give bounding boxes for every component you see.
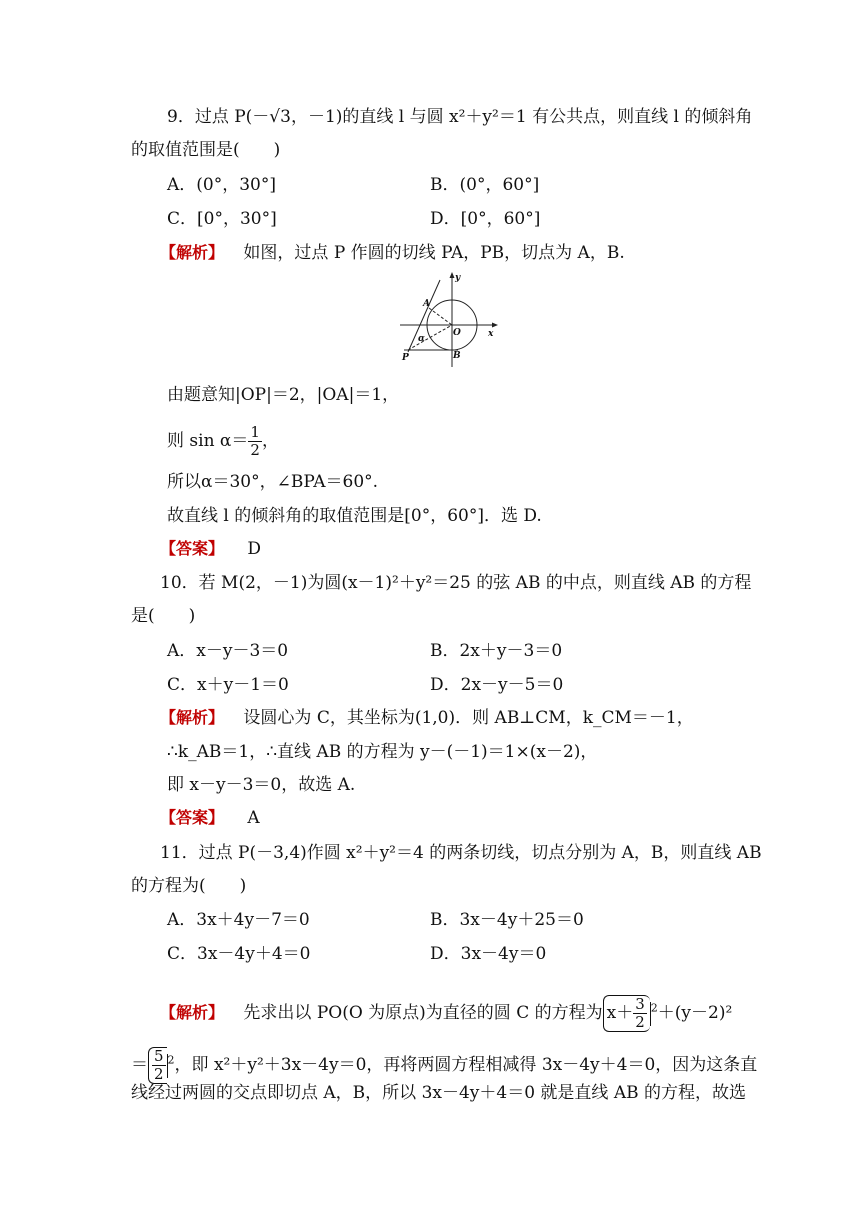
q9-solution-line3: 所以α＝30°，∠BPA＝60°.: [167, 472, 379, 492]
label-alpha: α: [418, 334, 425, 344]
bracket-expr-x: x＋: [606, 1003, 634, 1023]
fraction-numerator: 5: [154, 1047, 164, 1065]
q9-analysis-text: 如图，过点 P 作圆的切线 PA，PB，切点为 A，B.: [243, 243, 625, 263]
q10-stem-line1: 10．若 M(2，－1)为圆(x－1)²＋y²＝25 的弦 AB 的中点，则直线 AB 的方程: [160, 573, 752, 593]
q9-answer-value: D: [247, 539, 262, 559]
q10-answer: [160, 807, 260, 829]
label-b: B: [453, 351, 461, 361]
answer-tag: 【答案】: [160, 539, 225, 558]
x-arrow: [492, 323, 498, 328]
q11-analysis-post: ＋(y－2)²: [657, 1003, 733, 1023]
fraction-denominator: 2: [635, 1013, 645, 1031]
fraction-three-halves: [633, 996, 647, 1031]
q11-option-b: B．3x－4y＋25＝0: [430, 910, 584, 930]
q9-solution-line2: [167, 424, 279, 459]
fraction-numerator: 3: [635, 995, 645, 1013]
bracket-left: [603, 995, 650, 1032]
q11-analysis-line2: [131, 1047, 757, 1084]
square-exponent: 2: [650, 1001, 658, 1015]
analysis-tag: 【解析】: [160, 1003, 225, 1022]
q10-option-a: A．x－y－3＝0: [167, 641, 289, 661]
q11-stem-line1: 11．过点 P(－3,4)作圆 x²＋y²＝4 的两条切线，切点分别为 A，B，则直线 AB: [160, 843, 762, 863]
fraction-denominator: 2: [154, 1065, 164, 1083]
label-x: x: [488, 329, 494, 339]
q11-analysis-pre: 先求出以 PO(O 为原点)为直径的圆 C 的方程为: [243, 1003, 603, 1023]
analysis-tag: 【解析】: [160, 243, 225, 262]
q10-option-c: C．x＋y－1＝0: [167, 675, 289, 695]
q9-solution-line2-post: ，: [261, 431, 279, 451]
q10-answer-value: A: [247, 808, 260, 828]
fraction-one-half: [248, 424, 262, 459]
fraction-numerator: 1: [250, 423, 260, 441]
q11-option-a: A．3x＋4y－7＝0: [167, 910, 310, 930]
label-y: y: [455, 273, 461, 283]
q9-solution-line1: 由题意知|OP|＝2，|OA|＝1，: [167, 385, 400, 405]
y-arrow: [450, 272, 455, 278]
q11-stem-line2: 的方程为( ): [131, 876, 247, 896]
bracket-five-halves: [148, 1047, 167, 1084]
q11-analysis-line1: [160, 995, 732, 1032]
label-a: A: [423, 299, 430, 309]
q10-solution-line2: ∴k_AB＝1，∴直线 AB 的方程为 y－(－1)＝1×(x－2)，: [167, 742, 598, 762]
q10-analysis-text: 设圆心为 C，其坐标为(1,0)．则 AB⊥CM，k_CM＝－1，: [243, 708, 694, 728]
q9-solution-line2-pre: 则 sin α＝: [167, 431, 249, 451]
square-exponent: 2: [167, 1053, 175, 1067]
q11-line2-post: ，即 x²＋y²＋3x－4y＝0，再将两圆方程相减得 3x－4y＋4＝0，因为这条直: [174, 1055, 758, 1075]
label-o: O: [453, 328, 461, 338]
segment-oa: [429, 308, 452, 325]
q11-analysis-line3: 线经过两圆的交点即切点 A，B，所以 3x－4y＋4＝0 就是直线 AB 的方程，故选: [131, 1083, 747, 1103]
q10-option-d: D．2x－y－5＝0: [430, 675, 564, 695]
fraction-denominator: 2: [250, 441, 260, 459]
q11-line2-pre: ＝: [131, 1055, 148, 1075]
q9-stem-line2: 的取值范围是( ): [131, 140, 281, 160]
q10-option-b: B．2x＋y－3＝0: [430, 641, 563, 661]
q11-option-c: C．3x－4y＋4＝0: [167, 944, 311, 964]
q9-solution-line4: 故直线 l 的倾斜角的取值范围是[0°，60°]．选 D.: [167, 506, 542, 526]
q10-solution-line3: 即 x－y－3＝0，故选 A.: [167, 775, 356, 795]
q9-stem-line1: 9．过点 P(－√3，－1)的直线 l 与圆 x²＋y²＝1 有公共点，则直线 l 的倾斜角: [167, 107, 753, 127]
q9-option-b: B．(0°，60°]: [430, 175, 540, 195]
fraction-five-halves: [152, 1048, 166, 1083]
q9-answer: [160, 538, 261, 560]
q9-option-a: A．(0°，30°]: [167, 175, 276, 195]
q9-option-c: C．[0°，30°]: [167, 209, 277, 229]
q9-option-d: D．[0°，60°]: [430, 209, 541, 229]
label-p: P: [402, 353, 409, 363]
analysis-tag: 【解析】: [160, 708, 225, 727]
answer-tag: 【答案】: [160, 808, 225, 827]
q11-option-d: D．3x－4y＝0: [430, 944, 547, 964]
q9-analysis-line1: [160, 242, 625, 264]
q10-stem-line2: 是( ): [131, 606, 196, 626]
tangent-figure: [396, 270, 500, 370]
q10-analysis-line1: [160, 707, 694, 729]
